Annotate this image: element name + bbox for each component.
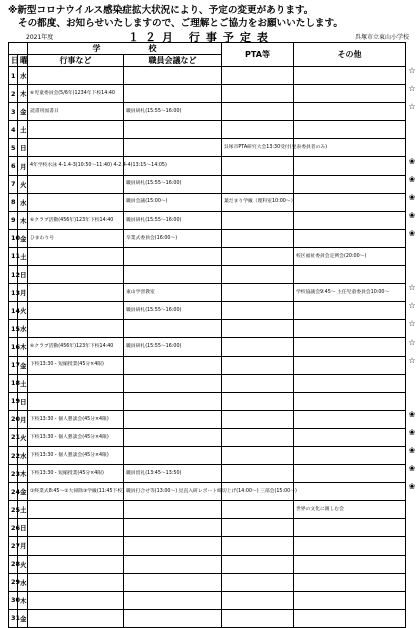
pta-cell (222, 392, 294, 410)
day-cell: 4 (9, 121, 18, 139)
other-cell (294, 356, 406, 374)
other-cell (294, 302, 406, 320)
day-cell: 24 (9, 483, 18, 501)
weekday-cell: 水 (18, 446, 28, 464)
weekday-cell: 日 (18, 392, 28, 410)
table-row (9, 229, 406, 247)
weekday-cell: 月 (18, 157, 28, 175)
header-row-1 (9, 43, 406, 55)
staff-cell: 職員会議(15:00～) (124, 193, 222, 211)
table-row (9, 609, 406, 627)
schedule-table (8, 42, 406, 628)
pta-cell: 呉塚市PTA研究大会13:30受付(発表委員者のみ) (222, 139, 294, 157)
staff-cell: 職員研札(15:55～16:00) (124, 211, 222, 229)
events-cell: 下校13:30・短縮授業(45分×4限) (28, 356, 124, 374)
weekday-cell: 月 (18, 537, 28, 555)
table-row (9, 121, 406, 139)
table-row (9, 356, 406, 374)
staff-cell (124, 519, 222, 537)
day-cell: 18 (9, 374, 18, 392)
table-row (9, 392, 406, 410)
other-cell (294, 157, 406, 175)
weekday-cell: 木 (18, 591, 28, 609)
events-cell (28, 591, 124, 609)
other-cell (294, 103, 406, 121)
staff-cell (124, 392, 222, 410)
events-cell (28, 573, 124, 591)
staff-cell (124, 428, 222, 446)
table-row (9, 446, 406, 464)
weekday-cell: 木 (18, 465, 28, 483)
events-cell (28, 609, 124, 627)
weekday-cell: 火 (18, 302, 28, 320)
pta-cell (222, 284, 294, 302)
other-cell (294, 519, 406, 537)
table-row (9, 591, 406, 609)
events-cell (28, 392, 124, 410)
day-cell: 30 (9, 591, 18, 609)
other-cell (294, 211, 406, 229)
weekday-cell: 火 (18, 555, 28, 573)
staff-cell (124, 591, 222, 609)
table-row (9, 519, 406, 537)
notice-line-2: その都度、お知らせいたしますので、ご理解とご協力をお願いいたします。 (18, 18, 343, 29)
day-cell: 7 (9, 175, 18, 193)
day-cell: 1 (9, 67, 18, 85)
day-cell: 14 (9, 302, 18, 320)
other-cell: 世界の文化に親しむ会 (294, 501, 406, 519)
other-cell (294, 609, 406, 627)
other-cell (294, 175, 406, 193)
events-cell: ⑥クラブ活動(456年)123年下校14:40 (28, 338, 124, 356)
events-cell (28, 284, 124, 302)
day-cell: 10 (9, 229, 18, 247)
pta-cell: 葉だまり学級（理科室10:00～） (222, 193, 294, 211)
pta-cell (222, 211, 294, 229)
other-cell (294, 465, 406, 483)
events-cell: 下校13:30・個人懇談会(45分×4限) (28, 410, 124, 428)
staff-cell: 職員研札(15:55～16:00) (124, 302, 222, 320)
table-row (9, 103, 406, 121)
pta-cell (222, 247, 294, 265)
flower-icon: ❀ (408, 174, 416, 184)
events-cell (28, 302, 124, 320)
other-cell (294, 573, 406, 591)
star-icon: ☆ (408, 84, 416, 94)
staff-cell (124, 247, 222, 265)
table-row (9, 537, 406, 555)
pta-cell (222, 501, 294, 519)
other-cell (294, 121, 406, 139)
table-row (9, 320, 406, 338)
events-cell (28, 519, 124, 537)
weekday-cell: 水 (18, 320, 28, 338)
flower-icon: ❀ (408, 428, 416, 437)
other-cell (294, 591, 406, 609)
pta-cell (222, 320, 294, 338)
table-row (9, 465, 406, 483)
events-cell (28, 555, 124, 573)
flower-icon: ❀ (408, 192, 416, 202)
day-cell: 23 (9, 465, 18, 483)
star-icon: ☆ (408, 319, 416, 329)
weekday-cell: 土 (18, 374, 28, 392)
events-cell (28, 121, 124, 139)
pta-cell (222, 266, 294, 284)
staff-cell (124, 609, 222, 627)
notice-line-1: ※新型コロナウイルス感染症拡大状況により、予定の変更があります。 (8, 5, 314, 16)
day-cell: 21 (9, 428, 18, 446)
staff-cell (124, 410, 222, 428)
day-cell: 26 (9, 519, 18, 537)
other-cell (294, 193, 406, 211)
flower-icon: ❀ (408, 482, 416, 492)
table-row (9, 157, 406, 175)
day-cell: 25 (9, 501, 18, 519)
staff-cell (124, 320, 222, 338)
events-cell (28, 175, 124, 193)
staff-cell: 職員研札(15:55～16:00) (124, 338, 222, 356)
school-group-header: 学 校 (28, 43, 222, 55)
events-cell: ⑥児童委員会(5/6年)1234年下校14:40 (28, 85, 124, 103)
day-cell: 20 (9, 410, 18, 428)
star-icon: ☆ (408, 337, 416, 347)
flower-icon: ❀ (408, 409, 416, 419)
school-name: 呉塚市立東山小学校 (354, 34, 409, 41)
table-row (9, 302, 406, 320)
pta-cell (222, 573, 294, 591)
events-cell: 4年学校水泳 4-1.4-3(10:50～11:40) 4-2.4-4(13:15～14:05) (28, 157, 124, 175)
day-cell: 11 (9, 247, 18, 265)
other-cell: 校区福祉委員会定例会(20:00～) (294, 247, 406, 265)
day-cell: 17 (9, 356, 18, 374)
flower-icon: ❀ (408, 210, 416, 220)
day-cell: 12 (9, 266, 18, 284)
table-row (9, 501, 406, 519)
other-cell (294, 483, 406, 501)
pta-cell (222, 338, 294, 356)
staff-cell (124, 501, 222, 519)
staff-cell (124, 266, 222, 284)
other-cell (294, 338, 406, 356)
star-icon: ☆ (408, 301, 416, 311)
events-cell: ひまわり号 (28, 229, 124, 247)
weekday-cell: 日 (18, 519, 28, 537)
events-header: 行事など (28, 55, 124, 67)
weekday-cell: 金 (18, 609, 28, 627)
events-cell: 下校13:30・短縮授業(45分×4限) (28, 465, 124, 483)
day-cell: 5 (9, 139, 18, 157)
star-icon: ☆ (408, 355, 416, 365)
events-cell (28, 501, 124, 519)
pta-cell (222, 103, 294, 121)
pta-cell (222, 302, 294, 320)
day-cell: 28 (9, 555, 18, 573)
staff-cell (124, 139, 222, 157)
staff-cell: 職員打合せ等(13:00～) 見直入研レポート締切上げ(14:00～) 三部会(15:00～) (124, 483, 222, 501)
events-cell (28, 320, 124, 338)
events-cell (28, 537, 124, 555)
flower-icon: ❀ (408, 464, 416, 474)
day-cell: 22 (9, 446, 18, 464)
day-cell: 8 (9, 193, 18, 211)
day-cell: 29 (9, 573, 18, 591)
staff-cell: 卒業式委員会(16:00～) (124, 229, 222, 247)
other-cell (294, 410, 406, 428)
weekday-cell: 日 (18, 266, 28, 284)
staff-cell (124, 67, 222, 85)
weekday-cell: 水 (18, 67, 28, 85)
table-row (9, 67, 406, 85)
page-title: １２月 行事予定表 (128, 31, 274, 44)
pta-cell (222, 175, 294, 193)
staff-cell (124, 555, 222, 573)
weekday-header: 曜 (18, 55, 28, 67)
pta-cell (222, 519, 294, 537)
events-cell (28, 193, 124, 211)
day-header: 日 (9, 55, 18, 67)
weekday-cell: 金 (18, 103, 28, 121)
pta-cell (222, 537, 294, 555)
day-cell: 2 (9, 85, 18, 103)
weekday-cell: 金 (18, 483, 28, 501)
staff-cell: 職員研札(15:55～16:00) (124, 103, 222, 121)
staff-header: 職員会議など (124, 55, 222, 67)
table-row (9, 555, 406, 573)
staff-cell: 職員研札(15:55～16:00) (124, 175, 222, 193)
pta-cell (222, 85, 294, 103)
weekday-cell: 日 (18, 139, 28, 157)
pta-cell (222, 121, 294, 139)
other-cell (294, 374, 406, 392)
star-icon: ☆ (408, 102, 416, 112)
table-row (9, 374, 406, 392)
weekday-cell: 火 (18, 428, 28, 446)
weekday-cell: 土 (18, 121, 28, 139)
table-row (9, 85, 406, 103)
events-cell (28, 247, 124, 265)
weekday-cell: 金 (18, 229, 28, 247)
pta-header: PTA等 (222, 43, 294, 67)
table-row (9, 428, 406, 446)
other-cell (294, 320, 406, 338)
table-row (9, 573, 406, 591)
table-row (9, 284, 406, 302)
title-bar (8, 31, 413, 42)
weekday-cell: 月 (18, 284, 28, 302)
other-header: その他 (294, 43, 406, 67)
other-cell (294, 85, 406, 103)
day-cell: 13 (9, 284, 18, 302)
day-cell: 15 (9, 320, 18, 338)
day-cell: 3 (9, 103, 18, 121)
staff-cell (124, 573, 222, 591)
pta-cell (222, 591, 294, 609)
staff-cell (124, 85, 222, 103)
table-row (9, 211, 406, 229)
weekday-cell: 土 (18, 501, 28, 519)
staff-cell (124, 537, 222, 555)
star-icon: ☆ (408, 283, 416, 293)
table-row (9, 193, 406, 211)
weekday-cell: 水 (18, 573, 28, 591)
pta-cell (222, 465, 294, 483)
staff-cell (124, 121, 222, 139)
day-cell: 6 (9, 157, 18, 175)
weekday-cell: 土 (18, 247, 28, 265)
pta-cell (222, 609, 294, 627)
day-cell: 27 (9, 537, 18, 555)
other-cell (294, 446, 406, 464)
events-cell: ⑥クラブ活動(456年)123年下校14:40 (28, 211, 124, 229)
flower-icon: ❀ (408, 156, 416, 166)
day-cell: 16 (9, 338, 18, 356)
weekday-cell: 水 (18, 193, 28, 211)
other-cell: 学校協議会9:45～ 主任児童委員会10:00～ (294, 284, 406, 302)
events-cell: 下校13:30・個人懇談会(45分×4限) (28, 428, 124, 446)
day-cell: 19 (9, 392, 18, 410)
events-cell: 読書用図書日 (28, 103, 124, 121)
events-cell (28, 266, 124, 284)
weekday-cell: 木 (18, 211, 28, 229)
weekday-cell: 木 (18, 338, 28, 356)
table-row (9, 338, 406, 356)
staff-cell: 東山学習教室 (124, 284, 222, 302)
day-cell: 9 (9, 211, 18, 229)
pta-cell (222, 555, 294, 573)
other-cell (294, 428, 406, 446)
weekday-cell: 火 (18, 175, 28, 193)
events-cell: ①終業式8:45～②大掃除③学級(11:45下校) (28, 483, 124, 501)
school-year: 2021年度 (26, 34, 54, 41)
pta-cell (222, 410, 294, 428)
other-cell (294, 537, 406, 555)
other-cell (294, 555, 406, 573)
staff-cell (124, 356, 222, 374)
weekday-cell: 金 (18, 356, 28, 374)
star-icon: ☆ (408, 66, 416, 75)
other-cell (294, 229, 406, 247)
staff-cell: 職員留礼(13:45～13:50) (124, 465, 222, 483)
pta-cell (222, 374, 294, 392)
events-cell (28, 374, 124, 392)
table-row (9, 175, 406, 193)
staff-cell (124, 446, 222, 464)
table-row (9, 483, 406, 501)
flower-icon: ❀ (408, 228, 416, 238)
events-cell (28, 139, 124, 157)
weekday-cell: 木 (18, 85, 28, 103)
pta-cell (222, 157, 294, 175)
other-cell (294, 266, 406, 284)
table-row (9, 139, 406, 157)
weekday-cell: 月 (18, 410, 28, 428)
table-row (9, 266, 406, 284)
pta-cell (222, 229, 294, 247)
table-row (9, 247, 406, 265)
table-row (9, 410, 406, 428)
day-cell: 31 (9, 609, 18, 627)
pta-cell (222, 67, 294, 85)
pta-cell (222, 356, 294, 374)
events-cell: 下校13:30・個人懇談会(45分×4限) (28, 446, 124, 464)
staff-cell (124, 374, 222, 392)
pta-cell (222, 446, 294, 464)
events-cell (28, 67, 124, 85)
notice (8, 4, 413, 30)
pta-cell (222, 428, 294, 446)
flower-icon: ❀ (408, 446, 416, 456)
other-cell (294, 392, 406, 410)
other-cell (294, 67, 406, 85)
